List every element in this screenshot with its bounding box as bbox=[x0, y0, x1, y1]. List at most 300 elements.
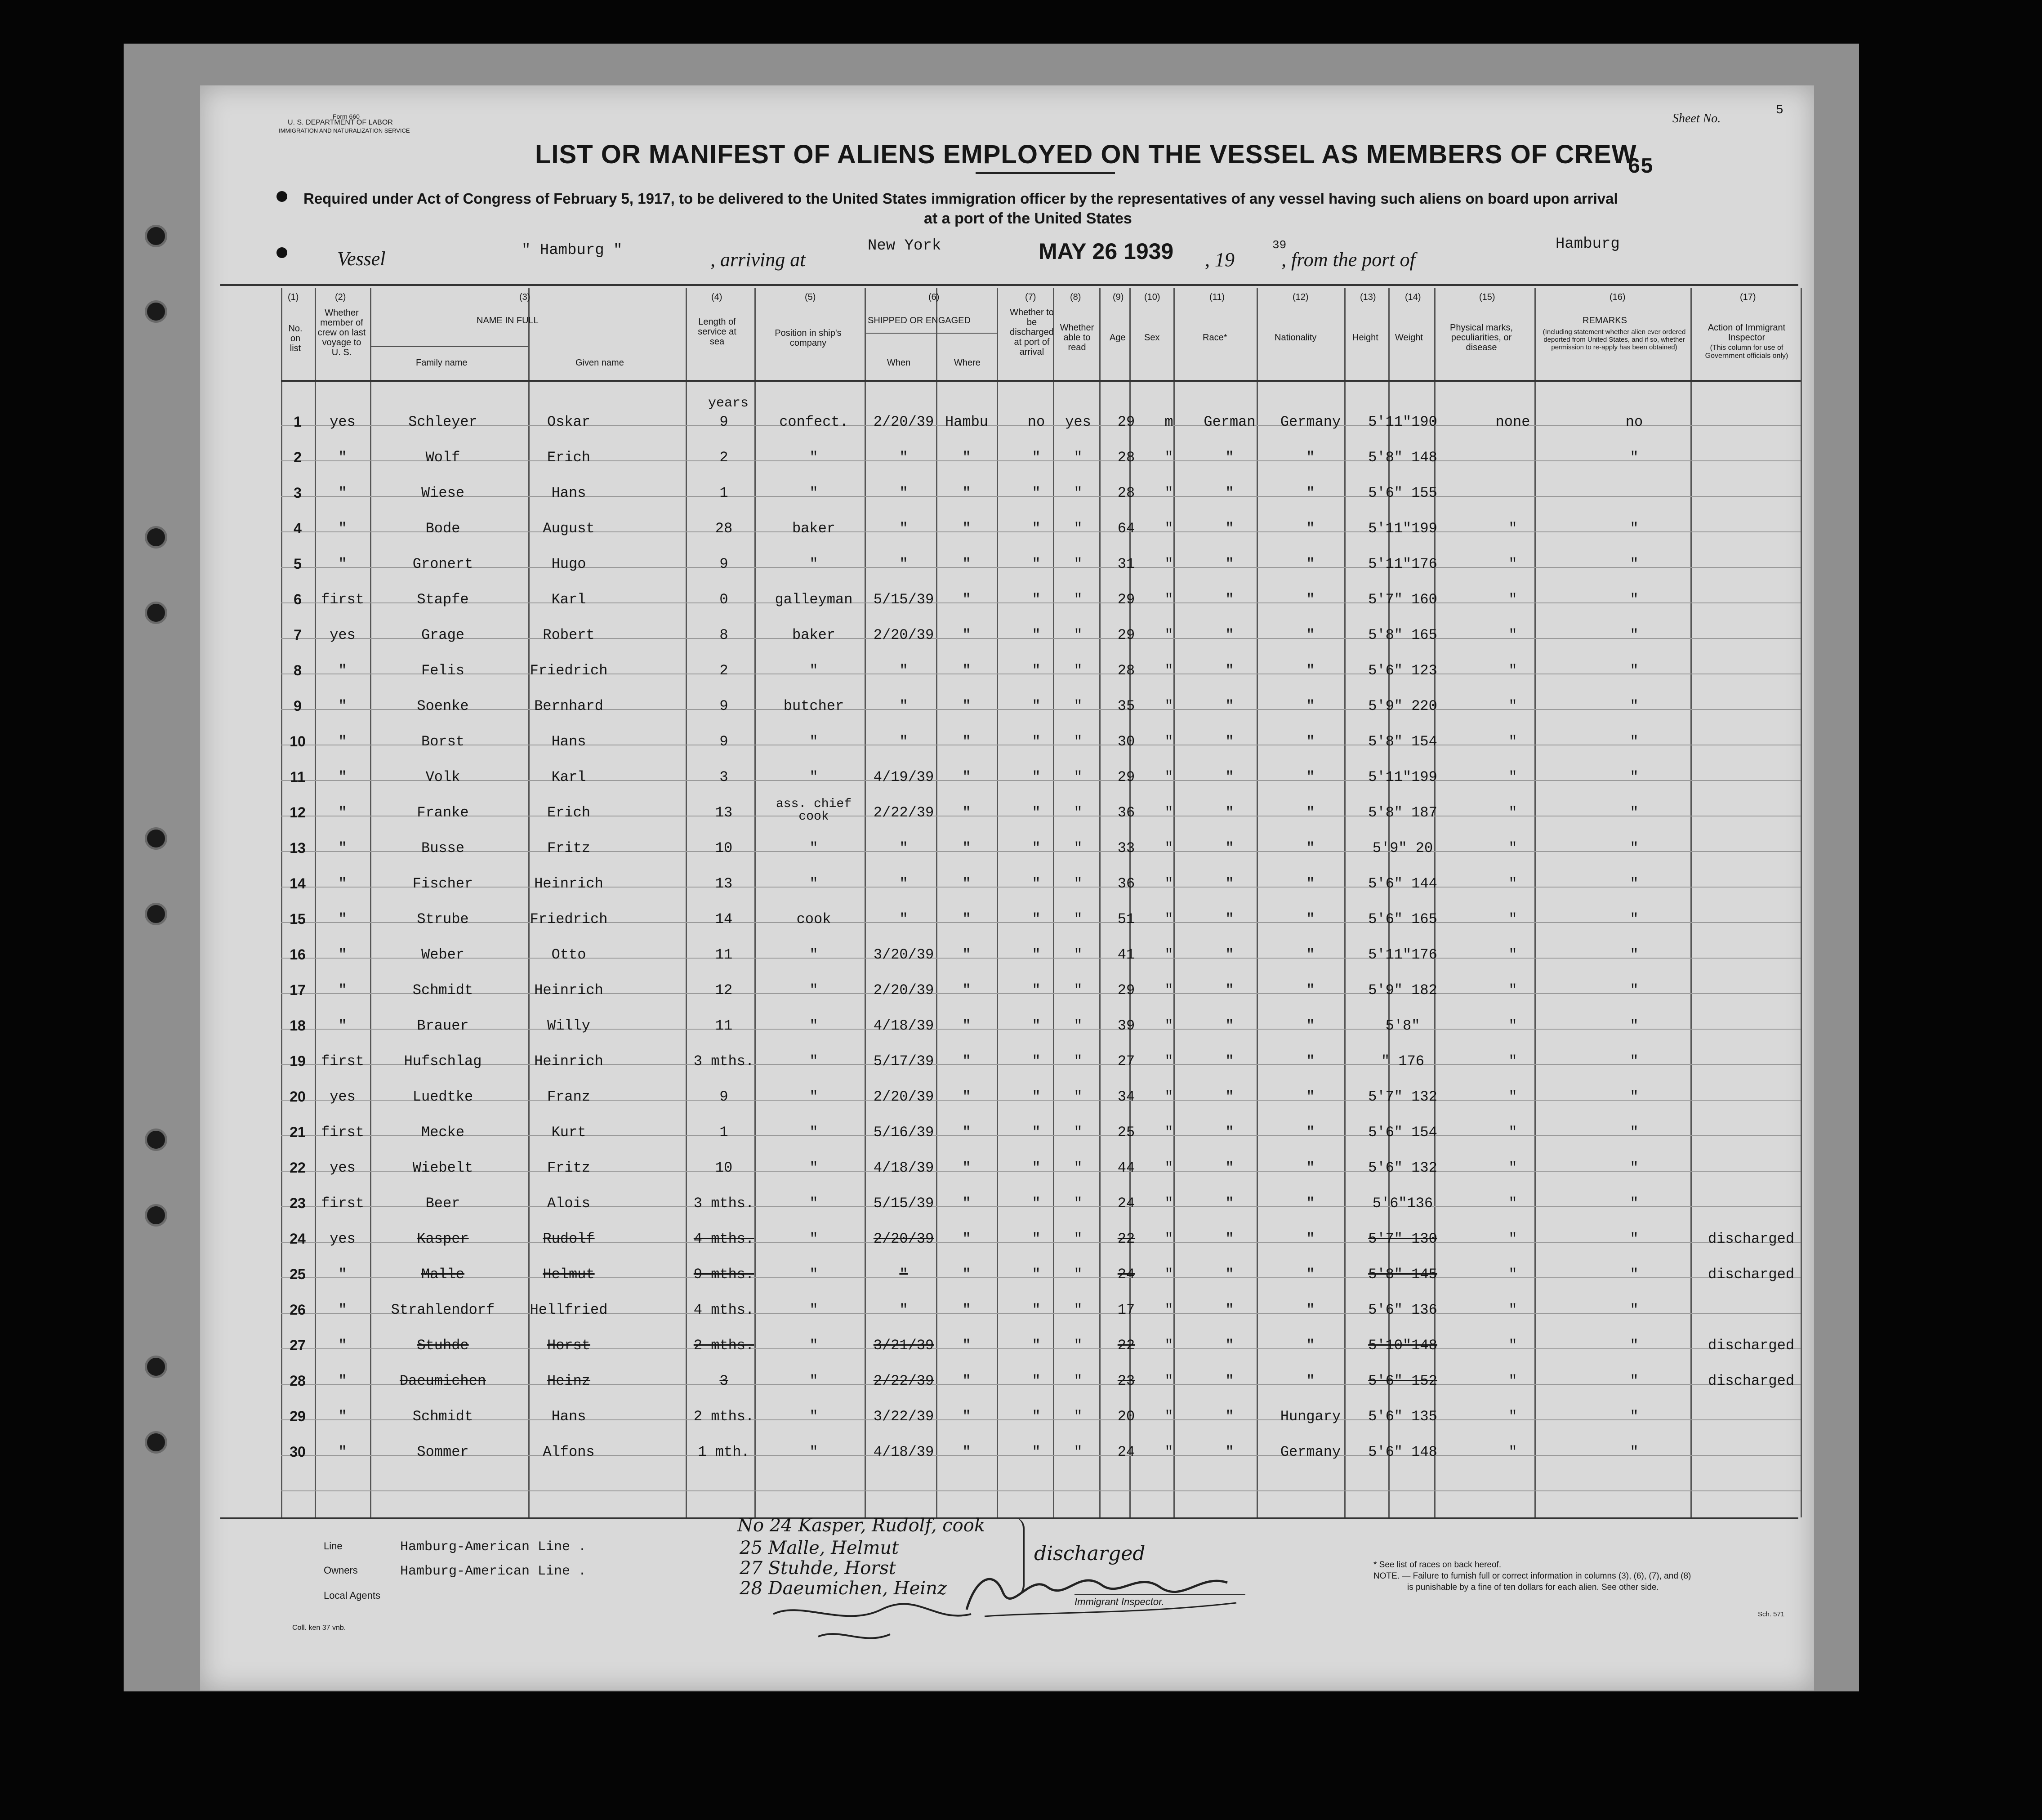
grid-column-rule bbox=[865, 288, 866, 1517]
nationality-cell: " bbox=[1306, 946, 1315, 963]
height-weight-cell: 5'6" 155 bbox=[1368, 485, 1437, 501]
family-name-cell: Gronert bbox=[412, 556, 473, 572]
family-name-cell: Daeumichen bbox=[399, 1373, 486, 1389]
family-name-cell: Schmidt bbox=[412, 982, 473, 999]
race-cell: " bbox=[1225, 698, 1234, 714]
shipped-where-cell: " bbox=[962, 875, 971, 892]
given-name-cell: Robert bbox=[543, 627, 595, 643]
shipped-where-cell: " bbox=[962, 804, 971, 821]
race-cell: " bbox=[1225, 840, 1234, 856]
row-number: 23 bbox=[290, 1195, 306, 1211]
race-cell: " bbox=[1225, 1266, 1234, 1283]
position-cell: " bbox=[809, 1195, 818, 1212]
physical-marks-cell: " bbox=[1508, 1231, 1517, 1247]
position-cell: " bbox=[809, 1160, 818, 1176]
physical-marks-cell: " bbox=[1508, 911, 1517, 928]
height-weight-cell: 5'11"199 bbox=[1368, 520, 1437, 537]
discharge-cell: " bbox=[1032, 556, 1041, 572]
given-name-cell: Karl bbox=[551, 769, 586, 785]
last-voyage-cell: yes bbox=[330, 627, 356, 643]
shipped-where-cell: " bbox=[962, 591, 971, 608]
sex-cell: " bbox=[1164, 1124, 1173, 1141]
nationality-cell: " bbox=[1306, 520, 1315, 537]
race-cell: " bbox=[1225, 804, 1234, 821]
last-voyage-cell: " bbox=[338, 946, 347, 963]
able-to-read-cell: " bbox=[1074, 1124, 1083, 1141]
header-discharged: Whether to be discharged at port of arrival bbox=[1010, 308, 1054, 357]
nationality-cell: " bbox=[1306, 1053, 1315, 1070]
able-to-read-cell: yes bbox=[1065, 414, 1091, 430]
given-name-cell: Oskar bbox=[547, 414, 591, 430]
bullet-icon bbox=[276, 191, 287, 202]
race-cell: " bbox=[1225, 1408, 1234, 1425]
physical-marks-cell: " bbox=[1508, 733, 1517, 750]
physical-marks-cell: " bbox=[1508, 1053, 1517, 1070]
discharge-cell: " bbox=[1032, 1195, 1041, 1212]
age-cell: 36 bbox=[1117, 804, 1135, 821]
service-length-cell: 2 mths. bbox=[693, 1337, 754, 1354]
col-num-16: (16) bbox=[1610, 292, 1626, 302]
physical-marks-cell: " bbox=[1508, 662, 1517, 679]
shipped-where-cell: " bbox=[962, 1195, 971, 1212]
age-cell: 64 bbox=[1117, 520, 1135, 537]
header-where: Where bbox=[954, 358, 981, 368]
discharge-cell: " bbox=[1032, 1053, 1041, 1070]
remarks-cell: " bbox=[1630, 627, 1639, 643]
age-cell: 23 bbox=[1117, 1373, 1135, 1389]
shipped-where-cell: " bbox=[962, 1302, 971, 1318]
age-cell: 24 bbox=[1117, 1195, 1135, 1212]
grid-row-rule bbox=[281, 993, 1801, 994]
able-to-read-cell: " bbox=[1074, 982, 1083, 999]
shipped-when-cell: 2/20/39 bbox=[873, 627, 934, 643]
row-number: 27 bbox=[290, 1337, 306, 1353]
height-weight-cell: 5'6" 136 bbox=[1368, 1302, 1437, 1318]
nationality-cell: Germany bbox=[1280, 414, 1341, 430]
nationality-cell: " bbox=[1306, 1124, 1315, 1141]
service-length-cell: 1 mth. bbox=[698, 1444, 750, 1460]
position-cell: " bbox=[809, 769, 818, 785]
height-weight-cell: 5'11"199 bbox=[1368, 769, 1437, 785]
age-cell: 17 bbox=[1117, 1302, 1135, 1318]
inspector-action-cell: discharged bbox=[1708, 1266, 1795, 1283]
age-cell: 29 bbox=[1117, 591, 1135, 608]
shipped-where-cell: " bbox=[962, 556, 971, 572]
grid-row-rule bbox=[281, 1171, 1801, 1172]
row-number: 11 bbox=[290, 769, 305, 785]
header-no-on-list: No. on list bbox=[288, 324, 303, 353]
last-voyage-cell: " bbox=[338, 982, 347, 999]
age-cell: 36 bbox=[1117, 875, 1135, 892]
last-voyage-cell: " bbox=[338, 840, 347, 856]
age-cell: 24 bbox=[1117, 1266, 1135, 1283]
header-member-last-voyage: Whether member of crew on last voyage to U. S. bbox=[317, 308, 366, 357]
nationality-cell: " bbox=[1306, 556, 1315, 572]
grid-row-rule bbox=[281, 567, 1801, 568]
inspector-signature bbox=[958, 1560, 1245, 1623]
physical-marks-cell: " bbox=[1508, 520, 1517, 537]
header-when: When bbox=[887, 358, 911, 368]
remarks-cell: " bbox=[1630, 1444, 1639, 1460]
row-number: 4 bbox=[294, 520, 302, 536]
page-number: 65 bbox=[1627, 155, 1654, 179]
shipped-where-cell: " bbox=[962, 733, 971, 750]
header-length-of-service: Length of service at sea bbox=[698, 317, 736, 347]
service-length-cell: 10 bbox=[715, 1160, 733, 1176]
last-voyage-cell: " bbox=[338, 1302, 347, 1318]
shipped-when-cell: " bbox=[899, 840, 908, 856]
grid-row-rule bbox=[281, 851, 1801, 852]
race-cell: " bbox=[1225, 662, 1234, 679]
able-to-read-cell: " bbox=[1074, 627, 1083, 643]
able-to-read-cell: " bbox=[1074, 1373, 1083, 1389]
position-cell: " bbox=[809, 1124, 818, 1141]
sex-cell: " bbox=[1164, 449, 1173, 466]
discharge-cell: " bbox=[1032, 485, 1041, 501]
header-weight: Weight bbox=[1395, 333, 1423, 343]
grid-row-rule bbox=[281, 638, 1801, 639]
sex-cell: " bbox=[1164, 1302, 1173, 1318]
height-weight-cell: 5'8" 148 bbox=[1368, 449, 1437, 466]
family-name-cell: Bode bbox=[425, 520, 460, 537]
binder-hole bbox=[145, 602, 167, 624]
nationality-cell: " bbox=[1306, 840, 1315, 856]
shipped-when-cell: 2/22/39 bbox=[873, 804, 934, 821]
height-weight-cell: 5'9" 182 bbox=[1368, 982, 1437, 999]
remarks-cell: " bbox=[1630, 556, 1639, 572]
race-cell: " bbox=[1225, 520, 1234, 537]
inspector-action-cell: discharged bbox=[1708, 1373, 1795, 1389]
position-cell: " bbox=[809, 982, 818, 999]
sex-cell: " bbox=[1164, 1444, 1173, 1460]
form-number: Form 660 bbox=[333, 113, 360, 120]
remarks-cell: " bbox=[1630, 662, 1639, 679]
position-cell: " bbox=[809, 1231, 818, 1247]
races-note: * See list of races on back hereof. bbox=[1373, 1560, 1502, 1570]
discharge-cell: " bbox=[1032, 1408, 1041, 1425]
position-cell: " bbox=[809, 1337, 818, 1354]
sex-cell: " bbox=[1164, 875, 1173, 892]
family-name-cell: Soenke bbox=[417, 698, 469, 714]
position-cell: " bbox=[809, 485, 818, 501]
remarks-cell: " bbox=[1630, 1017, 1639, 1034]
physical-marks-cell: " bbox=[1508, 982, 1517, 999]
age-cell: 31 bbox=[1117, 556, 1135, 572]
able-to-read-cell: " bbox=[1074, 485, 1083, 501]
grid-column-rule bbox=[1690, 288, 1692, 1517]
family-name-cell: Sommer bbox=[417, 1444, 469, 1460]
service-length-cell: 8 bbox=[719, 627, 728, 643]
nationality-cell: " bbox=[1306, 1195, 1315, 1212]
sex-cell: " bbox=[1164, 662, 1173, 679]
race-cell: " bbox=[1225, 1017, 1234, 1034]
last-voyage-cell: first bbox=[321, 591, 365, 608]
family-name-cell: Brauer bbox=[417, 1017, 469, 1034]
race-cell: " bbox=[1225, 982, 1234, 999]
col-num-3: (3) bbox=[519, 292, 531, 302]
grid-column-rule bbox=[1801, 288, 1802, 1517]
remarks-cell: " bbox=[1630, 1373, 1639, 1389]
given-name-cell: Friedrich bbox=[530, 662, 608, 679]
row-number: 30 bbox=[290, 1444, 306, 1460]
binder-hole bbox=[145, 827, 167, 850]
col-num-4: (4) bbox=[711, 292, 722, 302]
physical-marks-cell: none bbox=[1495, 414, 1530, 430]
shipped-when-cell: " bbox=[899, 662, 908, 679]
able-to-read-cell: " bbox=[1074, 1337, 1083, 1354]
last-voyage-cell: " bbox=[338, 911, 347, 928]
grid-row-rule bbox=[281, 1455, 1801, 1456]
height-weight-cell: 5'7" 132 bbox=[1368, 1088, 1437, 1105]
discharge-cell: " bbox=[1032, 698, 1041, 714]
height-weight-cell: 5'6" 132 bbox=[1368, 1160, 1437, 1176]
race-cell: " bbox=[1225, 1337, 1234, 1354]
shipped-where-cell: Hambu bbox=[945, 414, 989, 430]
sex-cell: " bbox=[1164, 840, 1173, 856]
last-voyage-cell: " bbox=[338, 1373, 347, 1389]
service-length-cell: 11 bbox=[715, 1017, 733, 1034]
row-number: 10 bbox=[290, 733, 306, 749]
grid-row-rule bbox=[281, 1135, 1801, 1136]
remarks-cell: " bbox=[1630, 520, 1639, 537]
able-to-read-cell: " bbox=[1074, 1195, 1083, 1212]
handwritten-flourish bbox=[764, 1596, 989, 1650]
nationality-cell: " bbox=[1306, 1231, 1315, 1247]
row-number: 6 bbox=[294, 591, 302, 607]
race-cell: " bbox=[1225, 1195, 1234, 1212]
given-name-cell: Heinrich bbox=[534, 982, 603, 999]
col-num-17: (17) bbox=[1740, 292, 1756, 302]
able-to-read-cell: " bbox=[1074, 1444, 1083, 1460]
grid-row-rule bbox=[281, 1206, 1801, 1207]
footer-rule bbox=[220, 1517, 1798, 1519]
sex-cell: " bbox=[1164, 982, 1173, 999]
service-length-cell: 28 bbox=[715, 520, 733, 537]
binder-hole bbox=[145, 1204, 167, 1227]
service-length-cell: 3 mths. bbox=[693, 1053, 754, 1070]
row-number: 18 bbox=[290, 1017, 306, 1034]
age-cell: 29 bbox=[1117, 982, 1135, 999]
service-length-cell: 2 bbox=[719, 449, 728, 466]
bullet-icon bbox=[276, 247, 287, 258]
manifest-title: LIST OR MANIFEST OF ALIENS EMPLOYED ON THE VESSEL AS MEMBERS OF CREW bbox=[535, 140, 1637, 169]
discharge-cell: " bbox=[1032, 982, 1041, 999]
age-cell: 22 bbox=[1117, 1337, 1135, 1354]
service-length-cell: 0 bbox=[719, 591, 728, 608]
able-to-read-cell: " bbox=[1074, 733, 1083, 750]
physical-marks-cell: " bbox=[1508, 1302, 1517, 1318]
row-number: 22 bbox=[290, 1160, 306, 1176]
handwritten-note-4: 28 Daeumichen, Heinz bbox=[740, 1578, 947, 1599]
height-weight-cell: " 176 bbox=[1381, 1053, 1425, 1070]
sex-cell: " bbox=[1164, 769, 1173, 785]
remarks-cell: " bbox=[1630, 1337, 1639, 1354]
owners-value: Hamburg-American Line . bbox=[400, 1564, 587, 1579]
header-family-name: Family name bbox=[416, 358, 468, 368]
sex-cell: m bbox=[1164, 414, 1173, 430]
header-name-in-full: NAME IN FULL bbox=[477, 316, 539, 326]
given-name-cell: Erich bbox=[547, 449, 591, 466]
age-cell: 44 bbox=[1117, 1160, 1135, 1176]
grid-column-rule bbox=[315, 288, 316, 1517]
discharge-cell: " bbox=[1032, 1160, 1041, 1176]
grid-column-rule bbox=[754, 288, 756, 1517]
family-name-cell: Stuhde bbox=[417, 1337, 469, 1354]
department-label: U. S. DEPARTMENT OF LABOR bbox=[288, 119, 393, 126]
family-name-cell: Luedtke bbox=[412, 1088, 473, 1105]
inspector-action-cell: discharged bbox=[1708, 1231, 1795, 1247]
grid-row-rule bbox=[281, 780, 1801, 781]
position-cell: " bbox=[809, 662, 818, 679]
age-cell: 28 bbox=[1117, 662, 1135, 679]
position-cell: " bbox=[809, 449, 818, 466]
able-to-read-cell: " bbox=[1074, 804, 1083, 821]
remarks-cell: " bbox=[1630, 733, 1639, 750]
discharge-cell: " bbox=[1032, 769, 1041, 785]
col-num-11: (11) bbox=[1209, 292, 1225, 302]
discharge-cell: " bbox=[1032, 1337, 1041, 1354]
nationality-cell: " bbox=[1306, 1266, 1315, 1283]
shipped-when-cell: " bbox=[899, 875, 908, 892]
sheet-number-value: 5 bbox=[1776, 103, 1783, 117]
physical-marks-cell: " bbox=[1508, 1444, 1517, 1460]
family-name-cell: Felis bbox=[421, 662, 465, 679]
race-cell: " bbox=[1225, 1160, 1234, 1176]
position-cell: " bbox=[809, 1053, 818, 1070]
discharge-cell: " bbox=[1032, 627, 1041, 643]
family-name-cell: Kasper bbox=[417, 1231, 469, 1247]
row-number: 20 bbox=[290, 1088, 306, 1105]
family-name-cell: Wolf bbox=[425, 449, 460, 466]
row-number: 3 bbox=[294, 485, 302, 501]
height-weight-cell: 5'8" 154 bbox=[1368, 733, 1437, 750]
family-name-cell: Busse bbox=[421, 840, 465, 856]
service-length-cell: 2 bbox=[719, 662, 728, 679]
row-number: 29 bbox=[290, 1408, 306, 1424]
position-cell: " bbox=[809, 1088, 818, 1105]
header-nationality: Nationality bbox=[1275, 333, 1317, 343]
height-weight-cell: 5'7" 130 bbox=[1368, 1231, 1437, 1247]
service-length-cell: 2 mths. bbox=[693, 1408, 754, 1425]
last-voyage-cell: " bbox=[338, 662, 347, 679]
header-remarks-note: (Including statement whether alien ever ordered deported from United States, and if so, whether permission to re-apply has been obtained) bbox=[1543, 328, 1686, 351]
remarks-cell: " bbox=[1630, 449, 1639, 466]
sex-cell: " bbox=[1164, 1017, 1173, 1034]
race-cell: " bbox=[1225, 1373, 1234, 1389]
given-name-cell: Hellfried bbox=[530, 1302, 608, 1318]
height-weight-cell: 5'6" 148 bbox=[1368, 1444, 1437, 1460]
sex-cell: " bbox=[1164, 1373, 1173, 1389]
shipped-when-cell: 5/15/39 bbox=[873, 591, 934, 608]
remarks-cell: " bbox=[1630, 1408, 1639, 1425]
owners-label: Owners bbox=[324, 1565, 358, 1576]
nationality-cell: Germany bbox=[1280, 1444, 1341, 1460]
shipped-when-cell: " bbox=[899, 1266, 908, 1283]
physical-marks-cell: " bbox=[1508, 840, 1517, 856]
physical-marks-cell: " bbox=[1508, 1160, 1517, 1176]
given-name-cell: Hugo bbox=[551, 556, 586, 572]
header-height: Height bbox=[1352, 333, 1378, 343]
remarks-cell: " bbox=[1630, 911, 1639, 928]
shipped-where-cell: " bbox=[962, 1017, 971, 1034]
family-name-cell: Mecke bbox=[421, 1124, 465, 1141]
grid-row-rule bbox=[281, 1029, 1801, 1030]
header-rule bbox=[220, 284, 1798, 286]
discharge-cell: " bbox=[1032, 840, 1041, 856]
race-cell: " bbox=[1225, 1302, 1234, 1318]
given-name-cell: Hans bbox=[551, 485, 586, 501]
penalty-note-2: is punishable by a fine of ten dollars for each alien. See other side. bbox=[1407, 1583, 1659, 1592]
able-to-read-cell: " bbox=[1074, 769, 1083, 785]
row-number: 2 bbox=[294, 449, 302, 465]
service-length-cell: 3 mths. bbox=[693, 1195, 754, 1212]
grid-row-rule bbox=[281, 1064, 1801, 1065]
service-length-cell: 1 bbox=[719, 1124, 728, 1141]
given-name-cell: Karl bbox=[551, 591, 586, 608]
col-num-15: (15) bbox=[1479, 292, 1495, 302]
last-voyage-cell: " bbox=[338, 1337, 347, 1354]
inspector-action-cell: discharged bbox=[1708, 1337, 1795, 1354]
family-name-cell: Hufschlag bbox=[404, 1053, 482, 1070]
shipped-when-cell: " bbox=[899, 449, 908, 466]
print-code: Coll. ken 37 vnb. bbox=[292, 1624, 346, 1632]
given-name-cell: Hans bbox=[551, 1408, 586, 1425]
family-name-cell: Beer bbox=[425, 1195, 460, 1212]
given-name-cell: Fritz bbox=[547, 840, 591, 856]
grid-row-rule bbox=[281, 1313, 1801, 1314]
remarks-cell: " bbox=[1630, 1088, 1639, 1105]
physical-marks-cell: " bbox=[1508, 627, 1517, 643]
service-length-cell: 13 bbox=[715, 804, 733, 821]
grid-row-rule bbox=[281, 531, 1801, 532]
service-length-cell: 3 bbox=[719, 1373, 728, 1389]
shipped-when-cell: " bbox=[899, 1302, 908, 1318]
header-age: Age bbox=[1110, 333, 1126, 343]
given-name-cell: Franz bbox=[547, 1088, 591, 1105]
grid-column-rule bbox=[1173, 288, 1175, 1517]
height-weight-cell: 5'8" 145 bbox=[1368, 1266, 1437, 1283]
row-number: 24 bbox=[290, 1231, 306, 1247]
family-name-cell: Wiebelt bbox=[412, 1160, 473, 1176]
discharge-cell: " bbox=[1032, 591, 1041, 608]
shipped-where-cell: " bbox=[962, 520, 971, 537]
shipped-where-cell: " bbox=[962, 449, 971, 466]
race-cell: " bbox=[1225, 449, 1234, 466]
service-length-cell: 11 bbox=[715, 946, 733, 963]
physical-marks-cell: " bbox=[1508, 946, 1517, 963]
service-label: IMMIGRATION AND NATURALIZATION SERVICE bbox=[279, 127, 410, 134]
header-sex: Sex bbox=[1144, 333, 1160, 343]
able-to-read-cell: " bbox=[1074, 556, 1083, 572]
position-cell: confect. bbox=[779, 414, 848, 430]
row-number: 8 bbox=[294, 662, 302, 678]
given-name-cell: Heinz bbox=[547, 1373, 591, 1389]
arriving-label: , arriving at bbox=[710, 249, 806, 271]
age-cell: 34 bbox=[1117, 1088, 1135, 1105]
col-num-6: (6) bbox=[928, 292, 940, 302]
physical-marks-cell: " bbox=[1508, 875, 1517, 892]
service-length-cell: 12 bbox=[715, 982, 733, 999]
remarks-cell: no bbox=[1625, 414, 1643, 430]
able-to-read-cell: " bbox=[1074, 520, 1083, 537]
binder-hole bbox=[145, 300, 167, 323]
height-weight-cell: 5'11"190 bbox=[1368, 414, 1437, 430]
physical-marks-cell: " bbox=[1508, 1017, 1517, 1034]
family-name-cell: Borst bbox=[421, 733, 465, 750]
discharge-cell: " bbox=[1032, 1302, 1041, 1318]
shipped-where-cell: " bbox=[962, 1160, 971, 1176]
year-value: 39 bbox=[1272, 238, 1287, 252]
